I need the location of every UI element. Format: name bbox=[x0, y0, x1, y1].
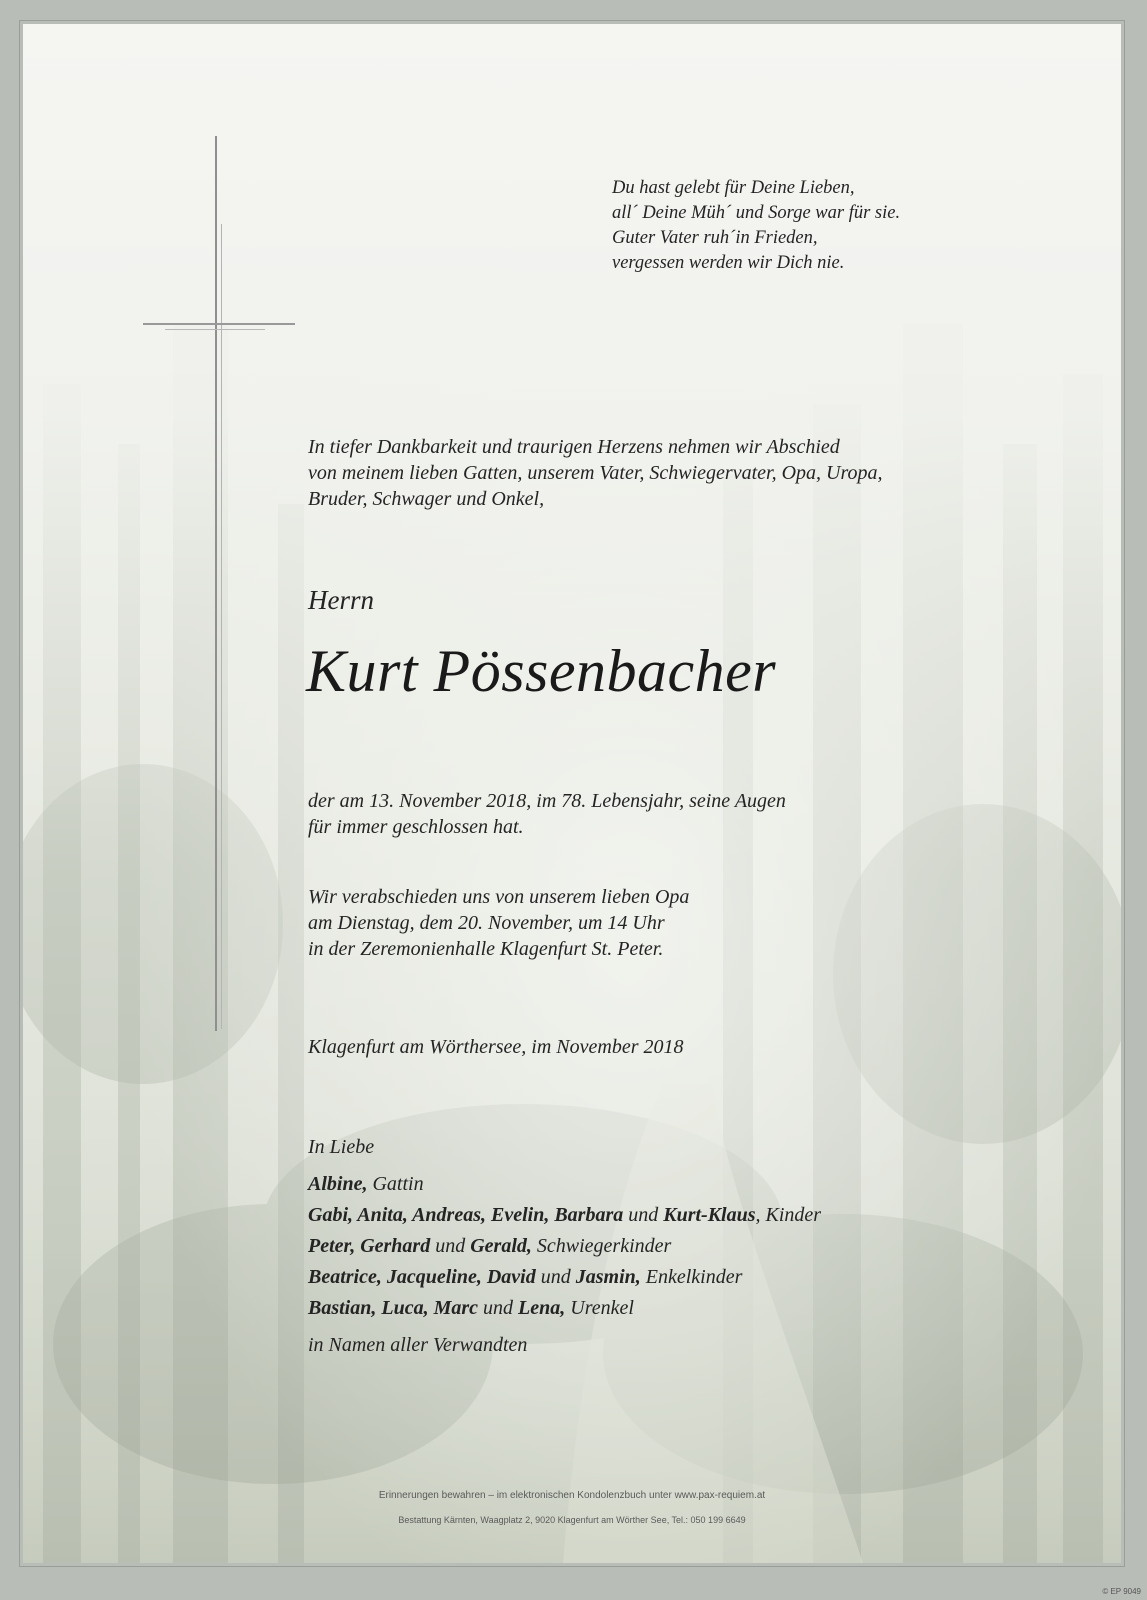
mourner-names: Albine, bbox=[308, 1173, 368, 1195]
mourner-names: Kurt-Klaus bbox=[663, 1204, 756, 1226]
mourner-row bbox=[308, 1293, 821, 1324]
poem-line: Du hast gelebt für Deine Lieben, bbox=[612, 178, 855, 198]
farewell-intro bbox=[308, 434, 883, 512]
mourner-conjunction: und bbox=[535, 1266, 576, 1288]
mourner-conjunction: und bbox=[478, 1297, 519, 1319]
mourner-names: Peter, Gerhard bbox=[308, 1235, 431, 1257]
mourners-list bbox=[308, 1132, 821, 1361]
mourner-conjunction: und bbox=[430, 1235, 471, 1257]
mourner-relation: , Kinder bbox=[755, 1204, 822, 1226]
mourners-closing: in Namen aller Verwandten bbox=[308, 1334, 528, 1356]
poem-line: all´ Deine Müh´ und Sorge war für sie. bbox=[612, 203, 901, 223]
mourner-conjunction: und bbox=[623, 1204, 664, 1226]
deceased-name: Kurt Pössenbacher bbox=[306, 638, 777, 704]
mourner-row bbox=[308, 1200, 821, 1231]
intro-line: von meinem lieben Gatten, unserem Vater, Schwiegervater, Opa, Uropa, bbox=[308, 462, 883, 484]
mourner-row bbox=[308, 1169, 821, 1200]
intro-line: In tiefer Dankbarkeit und traurigen Herzens nehmen wir Abschied bbox=[308, 436, 840, 458]
footer-condolence-note: Erinnerungen bewahren – im elektronischen Kondolenzbuch unter www.pax-requiem.at bbox=[378, 1490, 766, 1501]
death-notice-line: der am 13. November 2018, im 78. Lebensjahr, seine Augen bbox=[308, 790, 786, 812]
mourner-relation: Gattin bbox=[367, 1173, 424, 1195]
mourner-names: Gabi, Anita, Andreas, Evelin, Barbara bbox=[308, 1204, 624, 1226]
cross-horizontal-shadow bbox=[165, 329, 265, 330]
obituary-sheet bbox=[23, 24, 1121, 1563]
mourners-intro: In Liebe bbox=[308, 1136, 375, 1158]
funeral-details-line: in der Zeremonienhalle Klagenfurt St. Peter. bbox=[308, 938, 664, 960]
mourner-names: Lena, bbox=[518, 1297, 566, 1319]
death-notice-line: für immer geschlossen hat. bbox=[308, 816, 524, 838]
cross-horizontal-bar bbox=[143, 323, 295, 325]
funeral-details-line: Wir verabschieden uns von unserem lieben Opa bbox=[308, 886, 690, 908]
footer-undertaker-address: Bestattung Kärnten, Waagplatz 2, 9020 Klagenfurt am Wörther See, Tel.: 050 199 6649 bbox=[398, 1515, 746, 1525]
mourner-names: Beatrice, Jacqueline, David bbox=[308, 1266, 536, 1288]
salutation: Herrn bbox=[308, 585, 374, 615]
mourner-relation: Schwiegerkinder bbox=[531, 1235, 672, 1257]
mourner-names: Jasmin, bbox=[575, 1266, 641, 1288]
mourner-row bbox=[308, 1231, 821, 1262]
mourner-names: Gerald, bbox=[470, 1235, 532, 1257]
intro-line: Bruder, Schwager und Onkel, bbox=[308, 488, 545, 510]
funeral-details-line: am Dienstag, dem 20. November, um 14 Uhr bbox=[308, 912, 665, 934]
poem bbox=[612, 176, 900, 276]
cross-vertical-bar bbox=[215, 136, 217, 1031]
mourner-row bbox=[308, 1262, 821, 1293]
print-code: © EP 9049 bbox=[1102, 1587, 1141, 1596]
poem-line: Guter Vater ruh´in Frieden, bbox=[612, 228, 818, 248]
cross-vertical-shadow bbox=[221, 224, 222, 1029]
funeral-details bbox=[308, 884, 689, 962]
poem-line: vergessen werden wir Dich nie. bbox=[612, 253, 845, 273]
mourner-relation: Urenkel bbox=[565, 1297, 634, 1319]
mourner-names: Bastian, Luca, Marc bbox=[308, 1297, 479, 1319]
place-and-date: Klagenfurt am Wörthersee, im November 2018 bbox=[308, 1036, 684, 1058]
death-notice bbox=[308, 788, 786, 840]
mourner-relation: Enkelkinder bbox=[640, 1266, 743, 1288]
